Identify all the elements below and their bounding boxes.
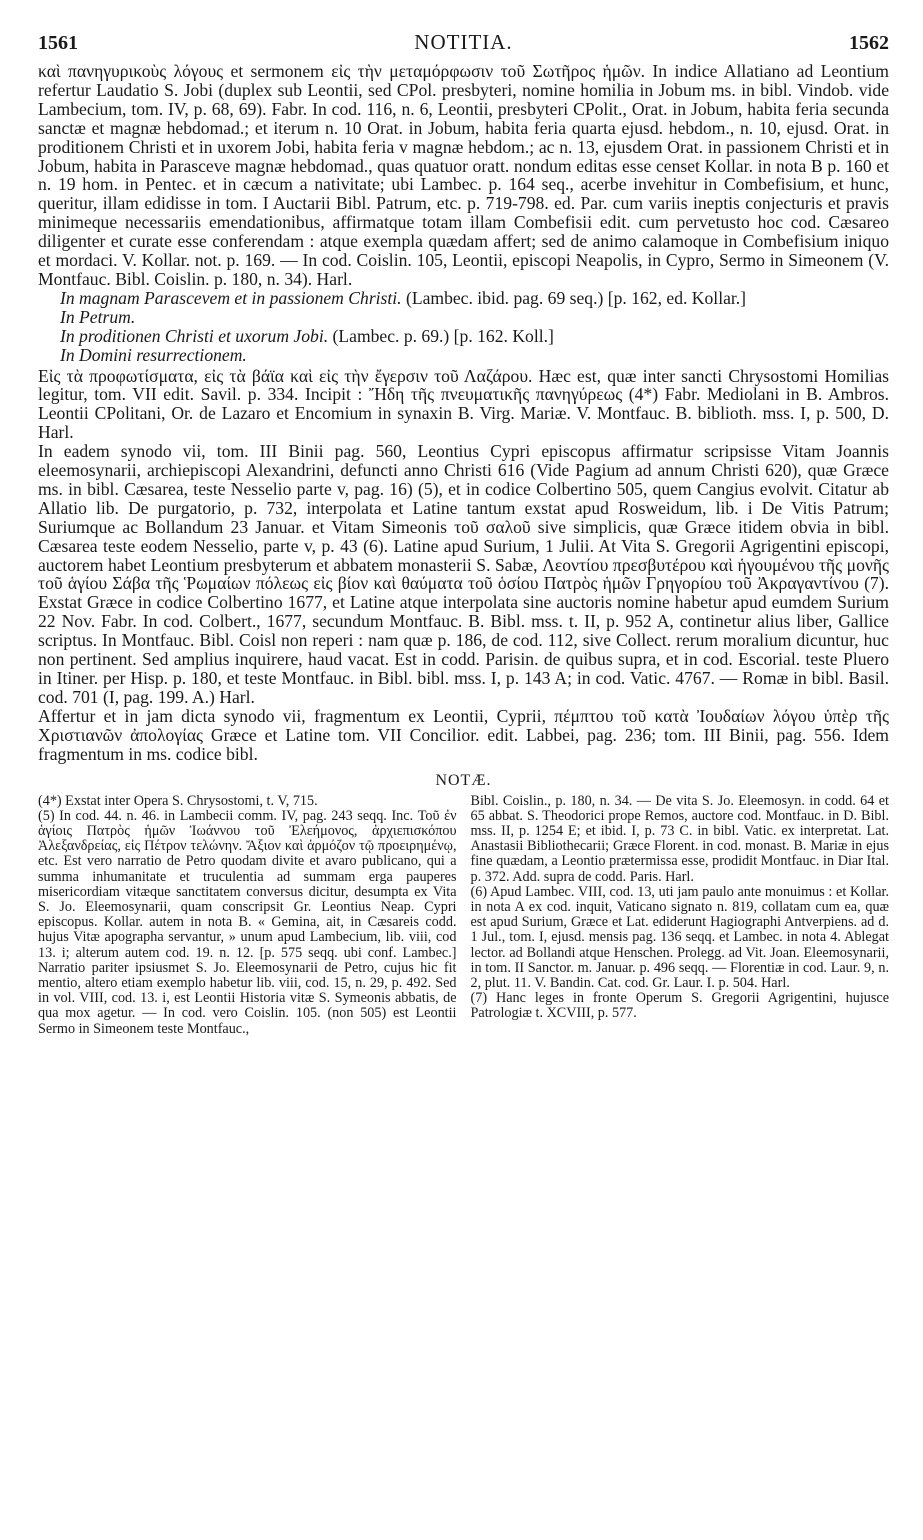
main-text <box>38 62 889 764</box>
notes-column-left <box>38 794 457 1037</box>
page-header <box>38 30 889 56</box>
footnote: (6) Apud Lambec. VIII, cod. 13, uti jam paulo ante monuimus : et Kollar. in nota A ex cod. inquit, Vaticano signato n. 819, collatam cum ea, quæ est apud Surium, Græce et Lat. ediderunt Hagiographi Antverpiens. ad d. 1 Jul., tom. I, ejusd. mensis pag. 136 seqq. et Lambec. in nota 4. Ablegat lector. ad Bollandi atque Henschen. Prolegg. ad Vit. Joan. Eleemosynarii, in tom. II Sanctor. m. Januar. p. 496 seqq. — Florentiæ in cod. Laur. 9, n. 2, plut. 11. V. Bandin. Cat. cod. Gr. Laur. I. p. 504. Harl. <box>470 883 889 991</box>
list-item-ref: (Lambec. ibid. pag. 69 seq.) [p. 162, ed. Kollar.] <box>401 287 747 308</box>
list-item <box>38 327 889 346</box>
paragraph-4: Affertur et in jam dicta synodo vii, fragmentum ex Leontii, Cyprii, πέμπτου τοῦ κατὰ Ἰουδαίων λόγου ὑπὲρ τῆς Χριστιανῶν ἀπολογίας Græce et Latine tom. VII Concilior. edit. Labbei, pag. 236; tom. III Binii, pag. 556. Idem fragmentum in ms. codice bibl. <box>38 705 889 764</box>
page-number-left: 1561 <box>38 32 78 54</box>
list-item <box>38 289 889 308</box>
list-item <box>38 346 889 365</box>
paragraph-2: Εἰς τὰ προφωτίσματα, εἰς τὰ βάϊα καὶ εἰς τὴν ἔγερσιν τοῦ Λαζάρου. Hæc est, quæ inter sancti Chrysostomi Homilias legitur, tom. VII edit. Savil. p. 334. Incipit : Ἤδη τῆς πνευματικῆς πανηγύρεως (4*) Fabr. Mediolani in B. Ambros. Leontii CPolitani, Or. de Lazaro et Encomium in synaxin B. Virg. Mariæ. V. Montfauc. B. biblioth. mss. I, p. 500, D. Harl. <box>38 365 889 443</box>
list-item-title: In Domini resurrectionem. <box>60 344 247 365</box>
list-item-title: In proditionen Christi et uxorum Jobi. <box>60 325 329 346</box>
page-number-right: 1562 <box>848 32 889 54</box>
list-item <box>38 308 889 327</box>
footnote: (4*) Exstat inter Opera S. Chrysostomi, t. V, 715. <box>38 792 318 809</box>
paragraph-1: καὶ πανηγυρικοὺς λόγους et sermonem εἰς τὴν μεταμόρφωσιν τοῦ Σωτῆρος ἡμῶν. In indice Allatiano ad Leontium refertur Laudatio S. Jobi (duplex sub Leontii, sed CPol. presbyteri, nomine homilia in Jobum ms. in bibl. Vindob. vide Lambecium, tom. IV, p. 68, 69). Fabr. In cod. 116, n. 6, Leontii, presbyteri CPolit., Orat. in Jobum, habita feria secunda sanctæ et magnæ hebdomad.; et iterum n. 10 Orat. in Jobum, habita feria quarta ejusd. hebdom., n. 10, ejusd. Orat. in proditionem Christi et in uxorem Jobi, habita feria v magnæ hebdom.; ac n. 13, ejusdem Orat. in passionem Christi et in Jobum, habita in Parasceve magnæ hebdomad., quas quatuor oratt. nondum editas esse censet Kollar. in nota B p. 160 et n. 19 hom. in Pentec. et in cæcum a nativitate; ubi Lambec. p. 164 seq., acerbe invehitur in Combefisium, et hunc, queritur, illam edidisse in tom. I Auctarii Bibl. Patrum, etc. p. 719-798. ed. Par. cum variis ineptis conjecturis et pravis minimeque necessariis emendationibus, affirmatque totam illam Combefisii edit. cum pervetusto hoc cod. Cæsareo diligenter et curate esse conferendam : atque exempla quædam affert; sed de animo calamoque in Combefisium iniquo et mordaci. V. Kollar. not. p. 169. — In cod. Coislin. 105, Leontii, episcopi Neapolis, in Cypro, Sermo in Simeonem (V. Montfauc. Bibl. Coislin. p. 180, n. 34). Harl. <box>38 61 889 289</box>
running-title: NOTITIA. <box>414 30 513 54</box>
list-item-ref: (Lambec. p. 69.) [p. 162. Koll.] <box>328 325 554 346</box>
notes-heading: NOTÆ. <box>435 771 492 789</box>
list-item-title: In magnam Parascevem et in passionem Christi. <box>60 287 402 308</box>
paragraph-3: In eadem synodo vii, tom. III Binii pag. 560, Leontius Cypri episcopus affirmatur scripsisse Vitam Joannis eleemosynarii, archiepiscopi Alexandrini, defuncti anno Christi 616 (Vide Pagium ad annum Christi 620), quæ Græce ms. in bibl. Cæsarea, teste Nesselio parte v, pag. 16) (5), et in codice Colbertino 505, quem Cangius evolvit. Citatur ab Allatio lib. De purgatorio, p. 732, interpolata et Latine tantum exstat apud Rosweidum, lib. i De Vitis Patrum; Suriumque ac Bollandum 23 Januar. et Vitam Simeonis τοῦ σαλοῦ sive simplicis, quæ Græce itidem obvia in bibl. Cæsarea teste eodem Nesselio, parte v, p. 43 (6). Latine apud Surium, 1 Julii. At Vita S. Gregorii Agrigentini episcopi, auctorem habet Leontium presbyterum et abbatem monasterii S. Sabæ, Λεοντίου πρεσβυτέρου καὶ ἡγουμένου τῆς μονῆς τοῦ ἁγίου Σάβα τῆς Ῥωμαίων πόλεως εἰς βίον καὶ θαύματα τοῦ ὁσίου Πατρὸς ἡμῶν Γρηγορίου τοῦ Ἀκραγαντίνου (7). Exstat Græce in codice Colbertino 1677, et Latine atque interpolata sine auctoris nomine habetur apud eumdem Surium 22 Nov. Fabr. In cod. Colbert., 1677, secundum Montfauc. B. Bibl. mss. t. II, p. 952 A, continetur alius liber, Gallice scriptus. In Montfauc. Bibl. Coisl non reperi : nam quæ p. 186, de cod. 112, sive Collect. rerum moralium dicuntur, huc non pertinent. Sed amplius inquirere, haud vacat. Est in codd. Parisin. de quibus supra, et in cod. Escorial. teste Pluero in Itiner. per Hisp. p. 180, et teste Montfauc. in Bibl. bibl. mss. I, p. 143 A; in cod. Vatic. 4767. — Romæ in bibl. Basil. cod. 701 (I, pag. 199. A.) Harl. <box>38 441 889 707</box>
notes <box>38 794 889 1037</box>
footnote: (5) In cod. 44. n. 46. in Lambecii comm. IV, pag. 243 seqq. Inc. Τοῦ ἐν ἁγίοις Πατρὸς ἡμῶν Ἰωάννου τοῦ Ἐλεήμονος, ἀρχιεπισκόπου Ἀλεξανδρείας, εἰς Πέτρον τελώνην. Ἄξιον καὶ ἁρμόζον τῷ προειρημένῳ, etc. Est vero narratio de Petro quodam divite et avaro publicano, qui a summa inhumanitate et truculentia ad summam erga pauperes misericordiam vitæque sanctitatem conversus dicitur, desumpta ex Vita S. Jo. Eleemosynarii, quam conscripsit Gr. Leontius Neap. Cypri episcopus. Kollar. autem in nota B. « Gemina, ait, in Cæsareis codd. hujus Vitæ apographa servantur, » unum apud Lambecium, lib. viii, cod 13. i; alterum autem cod. 19. n. 12. [p. 575 seqq. ubi conf. Lambec.] Narratio pariter ipsiusmet S. Jo. Eleemosynarii de Petro, cujus hic fit mentio, altero etiam exemplo habetur lib. viii, cod. 15, n. 29, p. 492. Sed in vol. VIII, cod. 13. i, est Leontii Historia vitæ S. Symeonis abbatis, de qua mox agetur. — In cod. vero Coislin. 105. (non 505) est Leontii Sermo in Simeonem teste Montfauc., <box>38 807 457 1037</box>
footnote: Bibl. Coislin., p. 180, n. 34. — De vita S. Jo. Eleemosyn. in codd. 64 et 65 abbat. S. Theodorici prope Remos, auctore cod. Montfauc. in D. Bibl. mss. II, p. 1254 E; et ibid. I, p. 73 C. in bibl. Vatic. ex interpretat. Lat. Anastasii Bibliothecarii; Græce Florent. in cod. monast. B. Mariæ in ejus fine quædam, a Leontio prætermissa esse, prodidit Montfauc. in Diar Ital. p. 372. Add. supra de codd. Paris. Harl. <box>470 792 889 885</box>
notes-column-right <box>471 794 890 1037</box>
footnote: (7) Hanc leges in fronte Operum S. Gregorii Agrigentini, hujusce Patrologiæ t. XCVIII, p. 577. <box>470 990 889 1022</box>
list-item-title: In Petrum. <box>60 306 136 327</box>
